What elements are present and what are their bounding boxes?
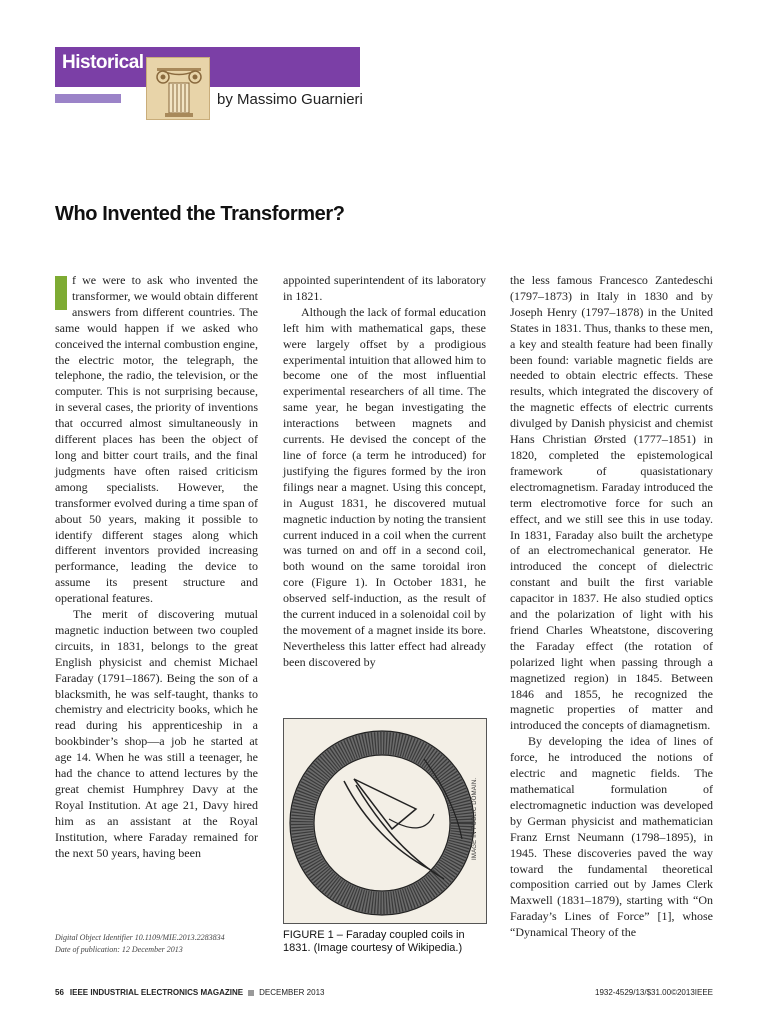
- figure-image: [283, 718, 487, 924]
- paragraph: appointed superintendent of its laboratory in 1821.: [283, 273, 486, 303]
- footer-left: [55, 988, 324, 997]
- section-label: Historical: [62, 52, 144, 73]
- article-title: Who Invented the Transformer?: [55, 203, 345, 225]
- ionic-column-icon: [146, 57, 210, 120]
- magazine-name: IEEE INDUSTRIAL ELECTRONICS MAGAZINE: [69, 988, 244, 997]
- section-underline: [55, 94, 121, 103]
- column-2: [283, 273, 486, 671]
- byline: by Massimo Guarnieri: [217, 91, 363, 108]
- doi: Digital Object Identifier 10.1109/MIE.2013.2283834: [55, 933, 225, 942]
- issn: 1932-4529/13/$31.00©2013IEEE: [595, 988, 713, 997]
- figure-caption: FIGURE 1 – Faraday coupled coils in 1831. (Image courtesy of Wikipedia.): [283, 929, 465, 954]
- column-3: [510, 273, 713, 941]
- square-separator-icon: [248, 990, 254, 996]
- issue-date: DECEMBER 2013: [259, 988, 325, 997]
- paragraph: By developing the idea of lines of force, he introduced the notions of electric and magnetic fields. The mathematical formulation of electromagnetic induction was developed by German physicist and mathematician Franz Ernst Neumann (1798–1895), in 1945. These discoveries paved the way toward the fundamental theoretical composition carried out by James Clerk Maxwell (1831–1879), starting with “On Faraday’s Lines of Force” [1], whose “Dynamical Theory of the: [510, 734, 713, 940]
- paragraph: f we were to ask who invented the transformer, we would obtain different answers from different countries. The same would happen if we asked who conceived the internal combustion engine, the electric motor, the telegraph, the telephone, the radio, the television, or the computer. This is not surprising because, in several cases, the priority of inventions that occurred almost simultaneously in different places has been the object of long and bitter court trails, and the final judgments have often raised criticism among specialists. However, the transformer evolved during a time span of about 50 years, making it possible to identify different stages along which different inventors provided increasing performance, leading the device to assume its present structure and operational features.: [55, 273, 258, 606]
- paragraph: The merit of discovering mutual magnetic induction between two coupled circuits, in 1831, belongs to the great English physicist and chemist Michael Faraday (1791–1867). Being the son of a blacksmith, he was self-taught, thanks to chemistry and electricity books, which he read during his apprenticeship in a bookbinder’s shop—a job he started at age 14. When he was still a teenager, he had the chance to attend lectures by the great chemist Humphrey Davy at the Royal Institution. At age 21, Davy hired him as an assistant at the Royal Institution, where Faraday remained for the next 50 years, having been: [55, 607, 258, 860]
- drop-cap: [55, 276, 67, 310]
- paragraph: the less famous Francesco Zantedeschi (1797–1873) in Italy in 1830 and by Joseph Henry (1797–1878) in the United States in 1831. Thus, thanks to these men, a key and stealth feature had been finally been found: variable magnetic fields are needed to obtain electric effects. These results, which integrated the discovery of the magnetic effects of electric currents divulged by Danish physicist and chemist Hans Christian Ørsted (1777–1851) in 1820, completed the epistemological framework of quasistationary electromagnetism. Faraday introduced the term electromotive force for such an effect, and we still see this in use today. In 1831, Faraday also built the archetype of an electromechanical generator. He introduced the concept of dielectric constant and built the first variable capacitor in 1837. He also studied optics and the polarization of light with his friend Charles Wheatstone, discovering the Faraday effect (the rotation of polarized light when passing through a magnetized region) in 1845. Between 1846 and 1855, he recognized the magnetic properties of matter and introduced the concepts of diamagnetism.: [510, 273, 713, 733]
- page-number: 56: [55, 988, 64, 997]
- image-credit: IMAGE IN PUBLIC DOMAIN.: [472, 777, 478, 860]
- paragraph: Although the lack of formal education left him with mathematical gaps, these were largely offset by a prodigious experimental intuition that allowed him to become one of the most influential experimental researchers of all time. The same year, he began investigating the interactions between magnets and currents. He devised the concept of the line of force (a term he introduced) for justifying the figures formed by the iron filings near a magnet. Using this concept, in August 1831, he discovered mutual magnetic induction by noting the transient current induced in a coil when the current was turned on and off in a second coil, both wound on the same toroidal iron core (Figure 1). In October 1831, he observed self-induction, as the result of the current induced in a solenoidal coil by the movement of a magnet inside its bore. Nevertheless this latter effect had already been discovered by: [283, 304, 486, 669]
- publication-date: Date of publication: 12 December 2013: [55, 945, 183, 954]
- column-1: [55, 273, 258, 862]
